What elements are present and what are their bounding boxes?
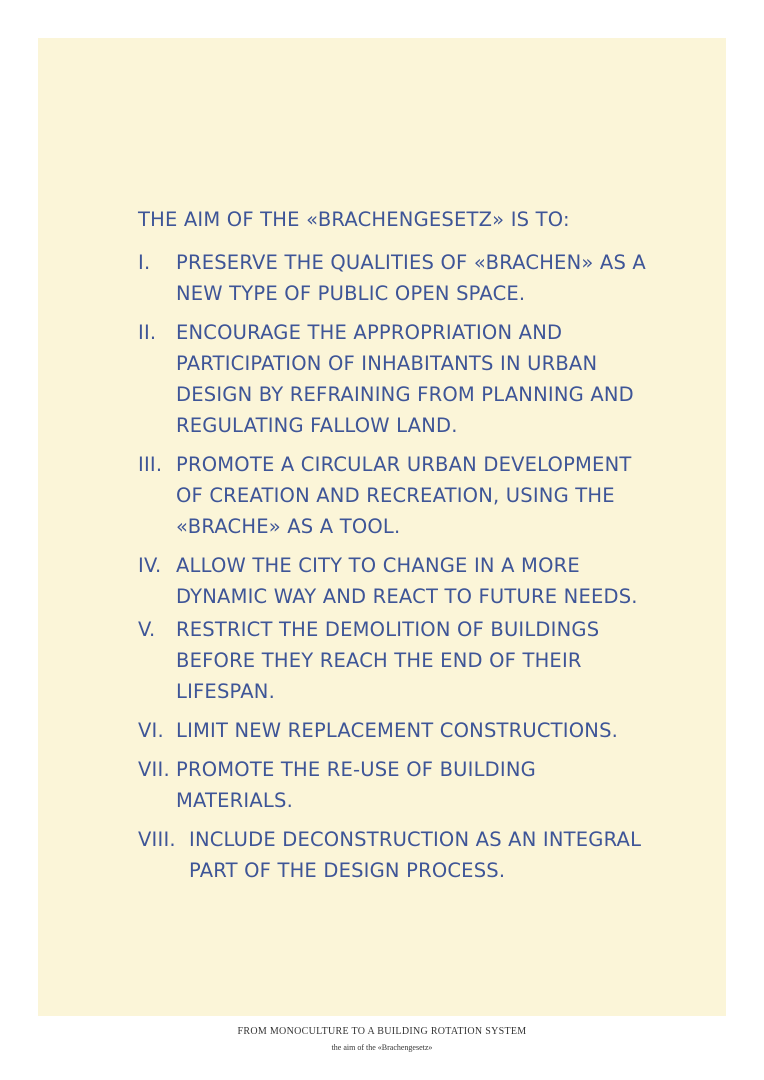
aim-numeral: V. bbox=[138, 618, 156, 641]
aim-line: NEW TYPE OF PUBLIC OPEN SPACE. bbox=[176, 282, 526, 305]
aim-line: DYNAMIC WAY AND REACT TO FUTURE NEEDS. bbox=[176, 585, 638, 608]
aim-line: PARTICIPATION OF INHABITANTS IN URBAN bbox=[176, 352, 598, 375]
intro-heading: THE AIM OF THE «BRACHENGESETZ» IS TO: bbox=[138, 208, 570, 231]
footer-title: FROM MONOCULTURE TO A BUILDING ROTATION SYSTEM bbox=[237, 1026, 527, 1037]
aim-line: PROMOTE A CIRCULAR URBAN DEVELOPMENT bbox=[176, 453, 632, 476]
aim-numeral: VI. bbox=[138, 719, 164, 742]
aim-line: INCLUDE DECONSTRUCTION AS AN INTEGRAL bbox=[189, 828, 642, 851]
aim-item-1 bbox=[138, 247, 658, 309]
aim-line: PROMOTE THE RE-USE OF BUILDING MATERIALS. bbox=[176, 758, 536, 812]
aim-text bbox=[176, 317, 658, 441]
aim-numeral: II. bbox=[138, 321, 157, 344]
aim-item-7 bbox=[138, 754, 658, 816]
aim-line: PART OF THE DESIGN PROCESS. bbox=[189, 859, 506, 882]
aim-item-4 bbox=[138, 550, 658, 612]
aim-text bbox=[176, 754, 658, 816]
aim-line: ENCOURAGE THE APPROPRIATION AND bbox=[176, 321, 563, 344]
aim-line: LIFESPAN. bbox=[176, 680, 275, 703]
poster-panel bbox=[38, 38, 726, 1016]
aim-text bbox=[176, 614, 658, 707]
aim-numeral: I. bbox=[138, 251, 151, 274]
aim-item-3 bbox=[138, 449, 658, 542]
aim-line: RESTRICT THE DEMOLITION OF BUILDINGS bbox=[176, 618, 600, 641]
aim-item-8 bbox=[138, 824, 658, 886]
aim-item-6 bbox=[138, 715, 658, 746]
aim-text bbox=[176, 449, 658, 542]
aim-item-5 bbox=[138, 614, 658, 707]
aim-line: BEFORE THEY REACH THE END OF THEIR bbox=[176, 649, 582, 672]
aim-text bbox=[176, 247, 658, 309]
aim-line: ALLOW THE CITY TO CHANGE IN A MORE bbox=[176, 554, 580, 577]
aim-line: OF CREATION AND RECREATION, USING THE bbox=[176, 484, 615, 507]
aim-line: PRESERVE THE QUALITIES OF «BRACHEN» AS A bbox=[176, 251, 646, 274]
aim-line: «BRACHE» AS A TOOL. bbox=[176, 515, 401, 538]
aim-text bbox=[189, 824, 658, 886]
aims-content bbox=[138, 204, 658, 894]
aim-line: DESIGN BY REFRAINING FROM PLANNING AND bbox=[176, 383, 634, 406]
aim-text bbox=[176, 715, 658, 746]
aim-line: REGULATING FALLOW LAND. bbox=[176, 414, 458, 437]
aim-numeral: VII. bbox=[138, 758, 170, 781]
aim-item-2 bbox=[138, 317, 658, 441]
aim-numeral: VIII. bbox=[138, 828, 176, 851]
footer-subtitle: the aim of the «Brachengesetz» bbox=[331, 1043, 433, 1052]
aim-line: LIMIT NEW REPLACEMENT CONSTRUCTIONS. bbox=[176, 719, 619, 742]
aim-numeral: III. bbox=[138, 453, 163, 476]
aim-text bbox=[176, 550, 658, 612]
aim-numeral: IV. bbox=[138, 554, 162, 577]
